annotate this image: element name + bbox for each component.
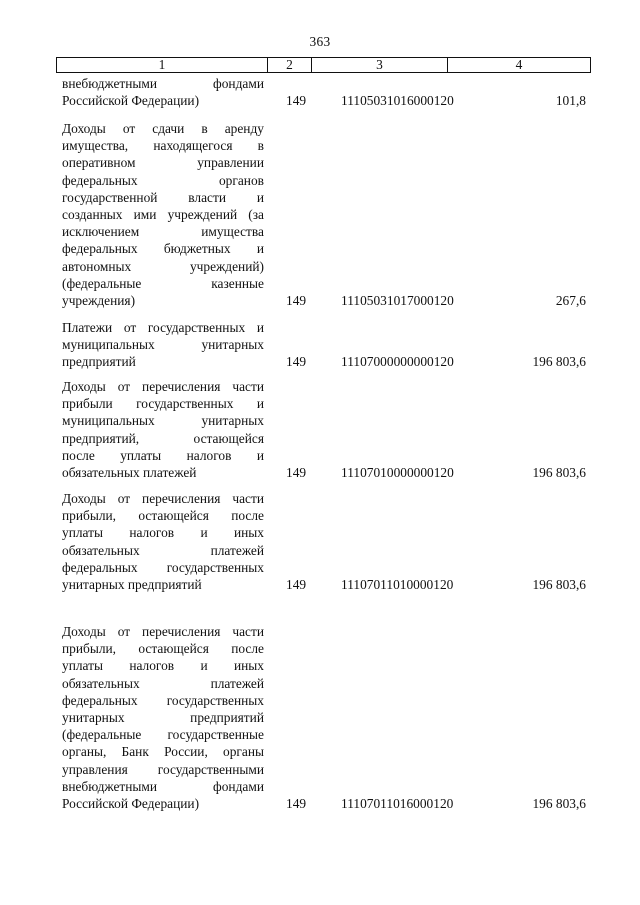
description-line: обязательных платежей — [62, 464, 197, 480]
description-line: Доходы от перечисления части — [62, 624, 264, 639]
description-line: внебюджетными фондами — [62, 76, 264, 91]
row-description — [62, 490, 264, 593]
row-code: 149 — [286, 577, 307, 592]
row-amount: 196 803,6 — [532, 354, 586, 370]
description-line: Доходы от перечисления части — [62, 379, 264, 394]
description-line: муниципальных унитарных — [62, 413, 264, 429]
row-description — [62, 120, 264, 309]
header-col-2: 2 — [268, 58, 312, 73]
description-line: федеральных органов — [62, 172, 264, 188]
description-line: прибыли, остающейся после — [62, 508, 264, 524]
description-line: Российской Федерации) — [62, 795, 200, 811]
row-description — [62, 378, 264, 481]
description-line: внебюджетными фондами — [62, 778, 264, 794]
description-line: Российской Федерации) — [62, 93, 200, 109]
row-code: 149 — [286, 465, 307, 480]
row-code: 149 — [286, 354, 307, 370]
row-kbk: 11105031017000120 — [341, 293, 454, 308]
description-line: после уплаты налогов и — [62, 447, 264, 463]
table-header — [56, 57, 591, 73]
description-line: автономных учреждений) — [62, 258, 264, 274]
header-col-3: 3 — [312, 58, 448, 73]
description-line: обязательных платежей — [62, 675, 264, 691]
description-line: унитарных предприятий — [62, 709, 264, 725]
row-kbk: 11107000000000120 — [341, 354, 454, 370]
description-line: федеральных государственных — [62, 692, 264, 708]
description-line: прибыли государственных и — [62, 396, 264, 412]
description-line: федеральных государственных — [62, 559, 264, 575]
header-col-4: 4 — [448, 58, 591, 73]
description-line: (федеральные государственные — [62, 727, 264, 743]
row-description — [62, 319, 264, 371]
description-line: оперативном управлении — [62, 155, 264, 171]
row-description — [62, 75, 264, 109]
row-kbk: 11107011010000120 — [341, 577, 454, 592]
page-number: 363 — [309, 34, 331, 49]
description-line: обязательных платежей — [62, 542, 264, 558]
description-line: предприятий, остающейся — [62, 430, 264, 446]
description-line: учреждения) — [62, 292, 136, 308]
description-line: созданных ими учреждений (за — [62, 206, 264, 222]
row-kbk: 11107010000000120 — [341, 465, 454, 480]
description-line: (федеральные казенные — [62, 275, 264, 291]
description-line: исключением имущества — [62, 224, 264, 240]
description-line: предприятий — [62, 354, 136, 370]
row-kbk: 11107011016000120 — [341, 796, 454, 811]
row-amount: 101,8 — [555, 93, 586, 109]
description-line: федеральных бюджетных и — [62, 241, 264, 257]
row-description — [62, 623, 264, 812]
description-line: прибыли, остающейся после — [62, 641, 264, 657]
row-amount: 196 803,6 — [532, 465, 586, 480]
header-col-1: 1 — [57, 58, 268, 73]
description-line: управления государственными — [62, 761, 264, 777]
description-line: Платежи от государственных и — [62, 320, 264, 335]
description-line: уплаты налогов и иных — [62, 658, 264, 674]
row-amount: 267,6 — [555, 293, 586, 308]
description-line: уплаты налогов и иных — [62, 525, 264, 541]
row-kbk: 11105031016000120 — [341, 93, 454, 109]
row-code: 149 — [286, 796, 307, 811]
row-amount: 196 803,6 — [532, 796, 586, 811]
row-code: 149 — [286, 293, 307, 308]
row-amount: 196 803,6 — [532, 577, 586, 592]
description-line: Доходы от сдачи в аренду — [62, 121, 264, 136]
description-line: государственной власти и — [62, 189, 264, 205]
description-line: Доходы от перечисления части — [62, 491, 264, 506]
row-code: 149 — [286, 93, 307, 109]
description-line: унитарных предприятий — [62, 576, 202, 592]
description-line: имущества, находящегося в — [62, 138, 264, 154]
description-line: органы, Банк России, органы — [62, 744, 264, 760]
description-line: муниципальных унитарных — [62, 337, 264, 353]
